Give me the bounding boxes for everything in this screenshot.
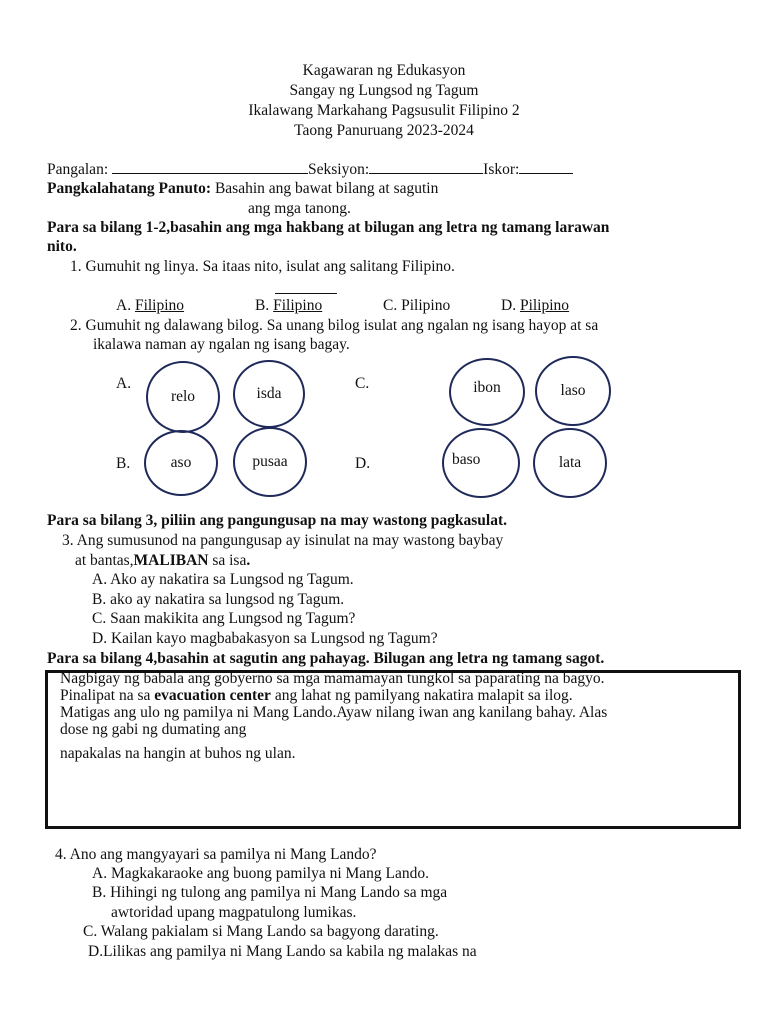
general-directions [47,179,438,198]
header-division: Sangay ng Lungsod ng Tagum [289,82,479,99]
q3-option-b[interactable]: B. ako ay nakatira sa lungsod ng Tagum. [92,591,345,608]
passage-line-4: dose ng gabi ng dumating ang [60,721,247,738]
part1-instruction: Para sa bilang 1-2,basahin ang mga hakbang at bilugan ang letra ng tamang larawan [47,219,610,236]
passage-line-2 [60,687,573,704]
q1-option-d[interactable] [501,296,569,315]
option-letter: C. [383,297,398,314]
directions-text-cont: ang mga tanong. [248,200,351,217]
option-word: Pilipino [401,297,451,314]
q3-option-a[interactable]: A. Ako ay nakatira sa Lungsod ng Tagum. [92,571,354,588]
student-info-line [47,159,573,179]
q1-option-b[interactable] [255,296,322,315]
q1-option-c[interactable] [383,296,450,315]
circle-word: relo [170,388,196,405]
passage-text: ang lahat ng pamilyang nakatira malapit sa ilog. [270,687,573,704]
option-word: Filipino [134,297,185,314]
circle-word: lata [558,454,582,471]
question-4: 4. Ano ang mangyayari sa pamilya ni Mang Lando? [55,846,377,863]
header-school-year: Taong Panuruang 2023-2024 [294,122,474,139]
passage-term: evacuation center [154,687,271,704]
overline-mark [275,293,337,294]
question-1: 1. Gumuhit ng linya. Sa itaas nito, isulat ang salitang Filipino. [70,258,455,275]
option-word: Pilipino [519,297,570,314]
passage-line-5: napakalas na hangin at buhos ng ulan. [60,745,296,762]
part3-instruction: Para sa bilang 4,basahin at sagutin ang pahayag. Bilugan ang letra ng tamang sagot. [47,650,605,667]
score-label: Iskor: [483,161,520,178]
circle-word: aso [170,454,192,471]
q3-option-c[interactable]: C. Saan makikita ang Lungsod ng Tagum? [92,610,356,627]
circle-option-a-right [233,360,305,428]
circle-option-d-left [442,428,520,498]
q4-option-c[interactable]: C. Walang pakialam si Mang Lando sa bagyong darating. [83,923,439,940]
part1-instruction-cont: nito. [47,238,77,255]
name-blank[interactable] [112,159,308,174]
circle-word: pusaa [252,453,288,470]
question-3-cont [75,551,250,570]
header-exam-title: Ikalawang Markahang Pagsusulit Filipino 2 [248,102,520,119]
circle-option-d-right [533,428,607,498]
circle-word: ibon [473,379,501,397]
name-label: Pangalan: [47,161,109,178]
passage-line-1: Nagbigay ng babala ang gobyerno sa mga mamamayan tungkol sa paparating na bagyo. [60,670,605,687]
passage-line-3: Matigas ang ulo ng pamilya ni Mang Lando.Ayaw nilang iwan ang kanilang bahay. Alas [60,704,608,721]
q1-option-a[interactable] [116,296,184,315]
q3-text-a: at bantas, [75,552,134,569]
q3-option-d[interactable]: D. Kailan kayo magbabakasyon sa Lungsod ng Tagum? [92,630,438,647]
circle-word: baso [452,451,481,469]
q3-text-c: sa isa [208,552,247,569]
section-blank[interactable] [369,159,483,174]
option-letter: D. [501,297,517,314]
section-label: Seksiyon: [308,161,370,178]
directions-label: Pangkalahatang Panuto: [47,180,212,197]
part2-instruction: Para sa bilang 3, piliin ang pangungusap na may wastong pagkasulat. [47,512,507,529]
q4-option-b-cont: awtoridad upang magpatulong lumikas. [111,904,357,921]
q2-option-b-letter[interactable]: B. [116,455,131,472]
q4-option-d[interactable]: D.Lilikas ang pamilya ni Mang Lando sa kabila ng malakas na [88,943,477,960]
option-letter: B. [255,297,270,314]
q2-option-a-letter[interactable]: A. [116,375,132,392]
circle-option-b-right [233,427,307,497]
score-blank[interactable] [519,159,573,174]
circle-option-a-left [146,361,220,433]
circle-option-b-left [144,430,218,496]
circle-word: laso [560,382,586,399]
q4-option-b[interactable]: B. Hihingi ng tulong ang pamilya ni Mang Lando sa mga [92,884,448,901]
q4-option-a[interactable]: A. Magkakaraoke ang buong pamilya ni Mang Lando. [92,865,430,882]
q2-option-c-letter[interactable]: C. [355,375,370,392]
q2-option-d-letter[interactable]: D. [355,455,371,472]
option-letter: A. [116,297,132,314]
question-2-cont: ikalawa naman ay ngalan ng isang bagay. [93,336,350,353]
q3-emphasis: MALIBAN [133,552,209,569]
directions-text: Basahin ang bawat bilang at sagutin [214,180,439,197]
header-department: Kagawaran ng Edukasyon [302,62,466,79]
question-3: 3. Ang sumusunod na pangungusap ay isinulat na may wastong baybay [62,532,504,549]
circle-word: isda [256,385,282,402]
option-word: Filipino [273,297,323,314]
question-2: 2. Gumuhit ng dalawang bilog. Sa unang bilog isulat ang ngalan ng isang hayop at sa [70,317,599,334]
circle-option-c-left [449,358,525,426]
q3-text-d: . [246,552,251,569]
passage-text: Pinalipat na sa [60,687,155,704]
circle-option-c-right [535,356,611,426]
